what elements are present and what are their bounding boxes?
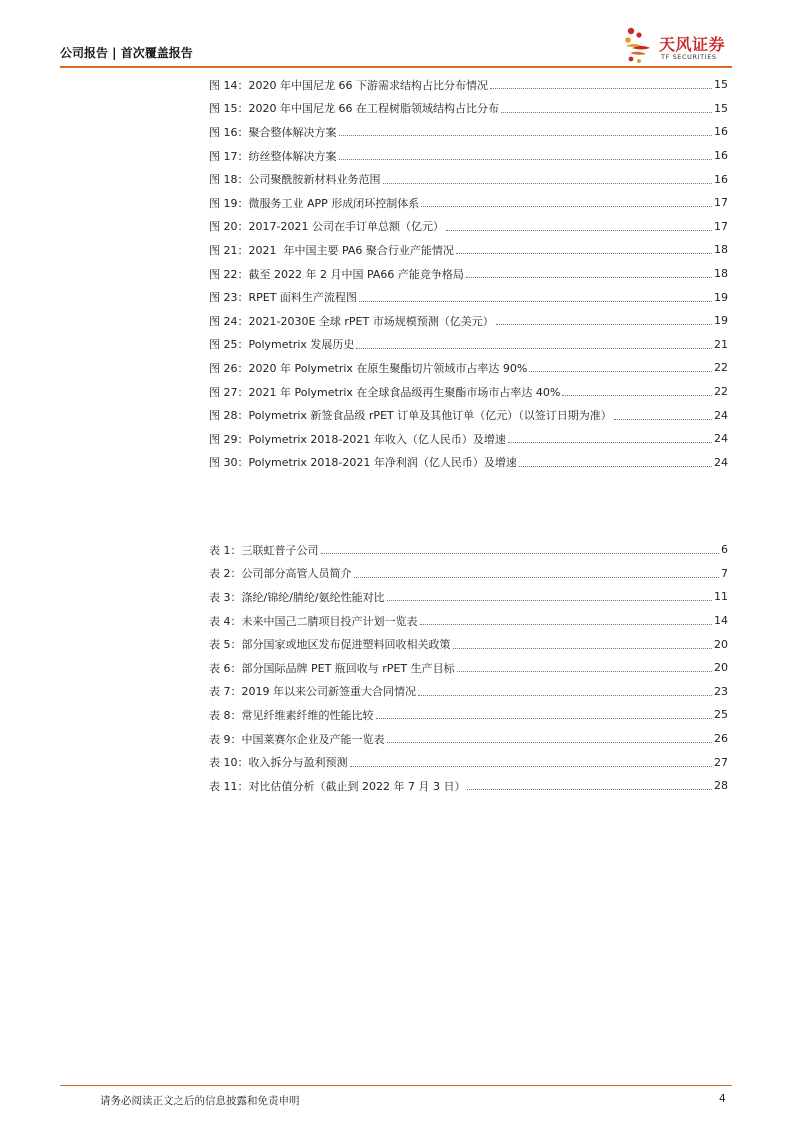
toc-entry-page: 16 (714, 149, 728, 163)
toc-entry[interactable] (209, 309, 728, 333)
toc-dot-leader (496, 324, 712, 325)
toc-dot-leader (321, 553, 720, 554)
company-logo (622, 26, 734, 64)
toc-entry-page: 14 (714, 614, 728, 628)
toc-dot-leader (453, 648, 713, 649)
toc-dot-leader (466, 277, 712, 278)
toc-dot-leader (467, 789, 712, 790)
toc-entry-label: 图 25：Polymetrix 发展历史 (209, 338, 355, 352)
toc-entry[interactable] (209, 427, 728, 451)
toc-dot-leader (387, 742, 713, 743)
toc-entry-page: 20 (714, 637, 728, 651)
toc-entry[interactable] (209, 191, 728, 215)
toc-entry[interactable] (209, 285, 728, 309)
toc-entry-label: 图 16：聚合整体解决方案 (209, 125, 337, 139)
toc-entry-label: 图 24：2021-2030E 全球 rPET 市场规模预测（亿美元） (209, 314, 494, 328)
toc-entry-label: 表 3：涤纶/锦纶/腈纶/氨纶性能对比 (209, 590, 385, 604)
toc-dot-leader (457, 671, 712, 672)
tf-logo-mark-icon (622, 26, 656, 64)
toc-entry[interactable] (209, 451, 728, 475)
toc-dot-leader (446, 230, 712, 231)
toc-entry-label: 图 30：Polymetrix 2018-2021 年净利润（亿人民币）及增速 (209, 456, 517, 470)
toc-dot-leader (383, 183, 713, 184)
toc-entry[interactable] (209, 632, 728, 656)
toc-entry[interactable] (209, 609, 728, 633)
toc-entry-page: 19 (714, 290, 728, 304)
toc-entry[interactable] (209, 727, 728, 751)
toc-dot-leader (354, 577, 720, 578)
toc-entry-label: 图 19：微服务工业 APP 形成闭环控制体系 (209, 196, 420, 210)
toc-entry-label: 表 7：2019 年以来公司新签重大合同情况 (209, 685, 416, 699)
toc-entry-label: 图 14：2020 年中国尼龙 66 下游需求结构占比分布情况 (209, 78, 488, 92)
header-divider (60, 66, 732, 68)
toc-dot-leader (421, 206, 712, 207)
toc-entry-label: 图 17：纺丝整体解决方案 (209, 149, 337, 163)
toc-entry-label: 表 6：部分国际品牌 PET 瓶回收与 rPET 生产目标 (209, 661, 455, 675)
toc-entry-page: 24 (714, 432, 728, 446)
toc-entry-page: 21 (714, 337, 728, 351)
toc-entry[interactable] (209, 97, 728, 121)
toc-entry-page: 27 (714, 755, 728, 769)
toc-entry-label: 图 18：公司聚酰胺新材料业务范围 (209, 173, 381, 187)
toc-entry-page: 25 (714, 708, 728, 722)
toc-entry-page: 16 (714, 125, 728, 139)
toc-entry-page: 18 (714, 267, 728, 281)
toc-entry-page: 24 (714, 408, 728, 422)
toc-entry-page: 6 (721, 543, 728, 557)
toc-entry-page: 16 (714, 172, 728, 186)
toc-entry-label: 表 1：三联虹普子公司 (209, 543, 319, 557)
toc-entry-label: 图 20：2017-2021 公司在手订单总额（亿元） (209, 220, 444, 234)
toc-entry-label: 表 10：收入拆分与盈利预测 (209, 756, 348, 770)
toc-dot-leader (387, 600, 712, 601)
footer-disclaimer: 请务必阅读正文之后的信息披露和免责申明 (100, 1095, 300, 1107)
toc-dot-leader (529, 371, 712, 372)
toc-entry-label: 表 2：公司部分高管人员简介 (209, 567, 352, 581)
toc-dot-leader (418, 695, 712, 696)
toc-entry[interactable] (209, 262, 728, 286)
toc-entry[interactable] (209, 585, 728, 609)
toc-entry[interactable] (209, 73, 728, 97)
toc-entry-label: 表 5：部分国家或地区发布促进塑料回收相关政策 (209, 638, 451, 652)
report-type-header: 公司报告 | 首次覆盖报告 (60, 46, 193, 60)
toc-entry-label: 图 22：截至 2022 年 2 月中国 PA66 产能竞争格局 (209, 267, 464, 281)
toc-entry[interactable] (209, 750, 728, 774)
page-number: 4 (719, 1093, 726, 1105)
logo-chinese-name: 天风证券 (659, 35, 726, 54)
toc-entry[interactable] (209, 333, 728, 357)
toc-dot-leader (519, 466, 712, 467)
toc-entry[interactable] (209, 215, 728, 239)
toc-entry-page: 22 (714, 385, 728, 399)
toc-dot-leader (501, 112, 712, 113)
toc-entry-page: 23 (714, 684, 728, 698)
toc-dot-leader (359, 301, 712, 302)
toc-entry-label: 图 23：RPET 面料生产流程图 (209, 291, 357, 305)
toc-entry[interactable] (209, 356, 728, 380)
toc-entry[interactable] (209, 144, 728, 168)
toc-entry-page: 15 (714, 101, 728, 115)
toc-entry[interactable] (209, 774, 728, 798)
toc-entry-page: 7 (721, 566, 728, 580)
toc-entry-label: 图 27：2021 年 Polymetrix 在全球食品级再生聚酯市场市占率达 40% (209, 385, 561, 399)
toc-entry[interactable] (209, 703, 728, 727)
toc-entry[interactable] (209, 120, 728, 144)
toc-dot-leader (339, 159, 713, 160)
toc-entry-label: 图 28：Polymetrix 新签食品级 rPET 订单及其他订单（亿元）（以签订日期为准） (209, 409, 612, 423)
toc-dot-leader (339, 135, 713, 136)
footer-divider (60, 1085, 732, 1086)
toc-dot-leader (490, 88, 712, 89)
toc-entry-label: 图 15：2020 年中国尼龙 66 在工程树脂领域结构占比分布 (209, 102, 499, 116)
toc-entry-label: 图 26：2020 年 Polymetrix 在原生聚酯切片领域市占率达 90% (209, 361, 528, 375)
toc-entry[interactable] (209, 380, 728, 404)
toc-entry-page: 26 (714, 732, 728, 746)
toc-entry-page: 22 (714, 361, 728, 375)
toc-entry[interactable] (209, 238, 728, 262)
toc-dot-leader (562, 395, 712, 396)
toc-entry-page: 15 (714, 78, 728, 92)
toc-dot-leader (350, 766, 713, 767)
toc-dot-leader (456, 253, 712, 254)
toc-entry-label: 表 4：未来中国己二腈项目投产计划一览表 (209, 614, 418, 628)
toc-dot-leader (376, 718, 713, 719)
toc-entry-page: 19 (714, 314, 728, 328)
toc-entry[interactable] (209, 538, 728, 562)
toc-entry-label: 表 8：常见纤维素纤维的性能比较 (209, 708, 374, 722)
toc-entry[interactable] (209, 167, 728, 191)
toc-entry-label: 图 21：2021 年中国主要 PA6 聚合行业产能情况 (209, 243, 454, 257)
toc-entry-label: 表 9：中国莱赛尔企业及产能一览表 (209, 732, 385, 746)
toc-entry[interactable] (209, 680, 728, 704)
toc-entry[interactable] (209, 656, 728, 680)
toc-entry-page: 28 (714, 779, 728, 793)
toc-entry-label: 表 11：对比估值分析（截止到 2022 年 7 月 3 日） (209, 779, 466, 793)
toc-entry-page: 24 (714, 455, 728, 469)
table-list (209, 538, 728, 798)
toc-entry-label: 图 29：Polymetrix 2018-2021 年收入（亿人民币）及增速 (209, 432, 506, 446)
toc-dot-leader (614, 419, 712, 420)
figure-list (209, 73, 728, 474)
toc-dot-leader (420, 624, 713, 625)
toc-dot-leader (508, 442, 712, 443)
toc-dot-leader (356, 348, 712, 349)
toc-entry[interactable] (209, 403, 728, 427)
toc-entry-page: 17 (714, 219, 728, 233)
toc-entry-page: 11 (714, 590, 728, 604)
toc-entry[interactable] (209, 562, 728, 586)
toc-entry-page: 18 (714, 243, 728, 257)
toc-entry-page: 17 (714, 196, 728, 210)
toc-entry-page: 20 (714, 661, 728, 675)
logo-english-name: TF SECURITIES (661, 53, 717, 61)
